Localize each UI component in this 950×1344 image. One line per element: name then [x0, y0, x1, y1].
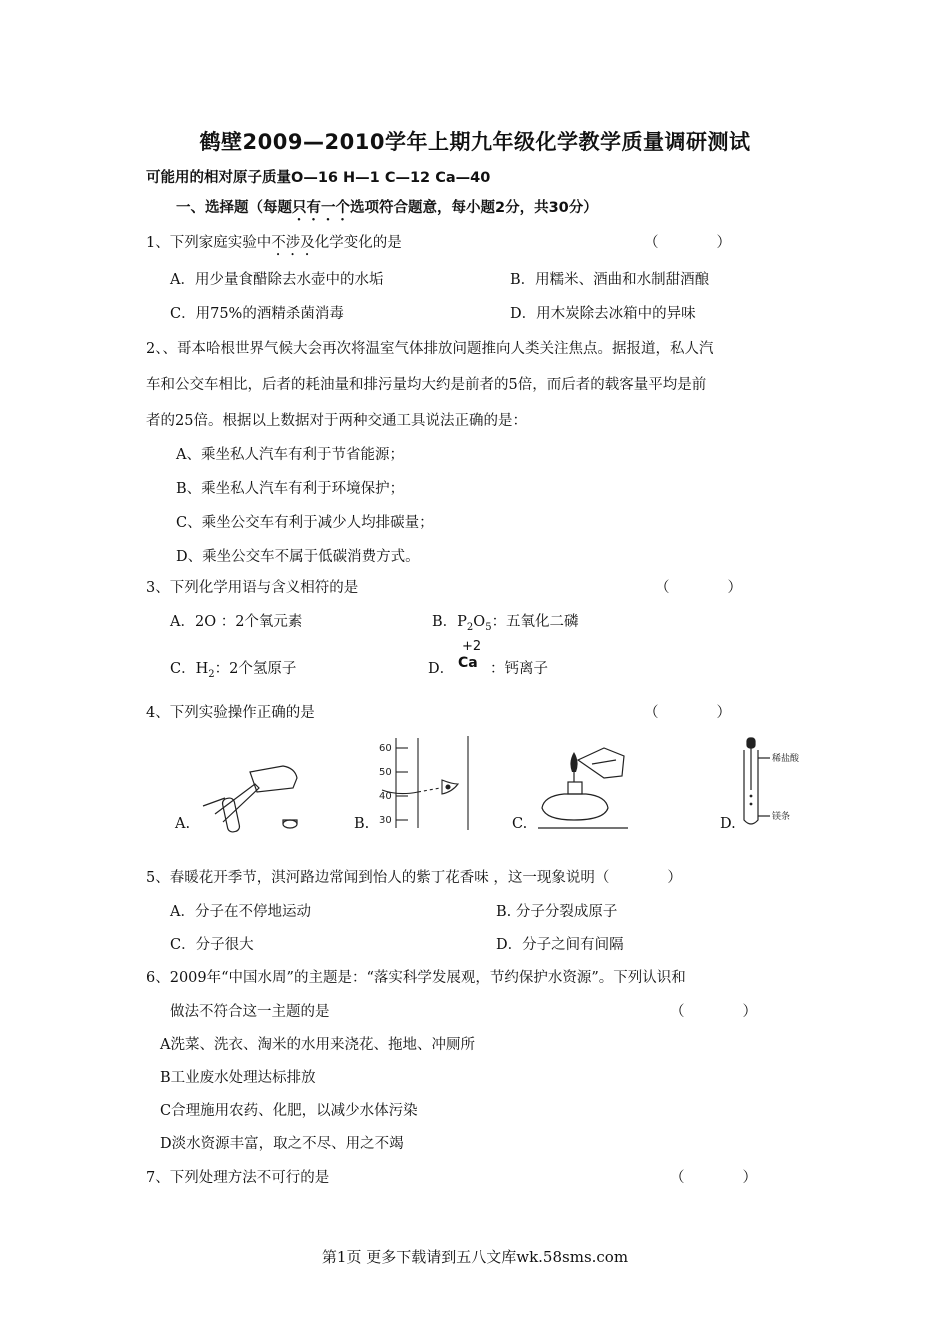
q2-option-c: C、乘坐公交车有利于减少人均排碳量；: [176, 515, 434, 531]
section-1-heading: 一、选择题（每题只有一个选项符合题意，每小题2分，共30分）: [176, 200, 598, 216]
magnesium-strip-label: 镁条: [772, 812, 791, 822]
q6-option-b: B工业废水处理达标排放: [160, 1070, 316, 1086]
q1-stem: 1、下列家庭实验中不涉及化学变化的是: [146, 235, 402, 251]
q3-charge-superscript: +2: [462, 639, 482, 654]
q1-option-a: A．用少量食醋除去水壶中的水垢: [170, 272, 384, 288]
q4-option-b-label: B.: [354, 816, 370, 832]
q1-answer-blank: （ ）: [644, 235, 731, 251]
pouring-liquid-image: [195, 762, 305, 834]
q5-option-d: D．分子之间有间隔: [496, 937, 624, 953]
q4-option-c-label: C.: [512, 816, 528, 832]
q3-option-d-text: ：钙离子: [490, 661, 548, 677]
q6-answer-blank: （ ）: [670, 1004, 757, 1020]
q6-option-d: D淡水资源丰富，取之不尽、用之不竭: [160, 1136, 404, 1152]
q5-option-a: A．分子在不停地运动: [170, 904, 311, 920]
q7-answer-blank: （ ）: [670, 1170, 757, 1186]
alcohol-lamp-image: [534, 742, 632, 832]
q2-stem-line3: 者的25倍。根据以上数据对于两种交通工具说法正确的是：: [146, 413, 527, 429]
cylinder-tick-40: 40: [379, 791, 392, 802]
page-title: 鹤壁2009—2010学年上期九年级化学教学质量调研测试: [199, 130, 751, 154]
q6-option-c: C合理施用农药、化肥，以减少水体污染: [160, 1103, 418, 1119]
q6-stem-line1: 6、2009年“中国水周”的主题是：“落实科学发展观，节约保护水资源”。下列认识和: [146, 970, 686, 986]
q1-option-b: B．用糯米、酒曲和水制甜酒酿: [510, 272, 710, 288]
test-tube-image: [734, 730, 814, 832]
cylinder-tick-60: 60: [379, 743, 392, 754]
q4-stem: 4、下列实验操作正确的是: [146, 705, 315, 721]
q5-option-b: B. 分子分裂成原子: [496, 904, 618, 920]
q3-option-c: C．$H_2$：2个氢原子: [170, 661, 297, 680]
q1-option-c: C．用75%的酒精杀菌消毒: [170, 306, 344, 322]
q4-option-d-label: D.: [720, 816, 736, 832]
q3-answer-blank: （ ）: [655, 580, 742, 596]
q3-option-d-label: D．: [428, 661, 455, 677]
cylinder-tick-50: 50: [379, 767, 392, 778]
page-footer: 第1页 更多下载请到五八文库wk.58sms.com: [321, 1248, 629, 1266]
q6-option-a: A洗菜、洗衣、淘米的水用来浇花、拖地、冲厕所: [160, 1037, 475, 1053]
q4-answer-blank: （ ）: [644, 705, 731, 721]
q3-calcium-symbol: Ca: [458, 655, 478, 671]
q3-stem: 3、下列化学用语与含义相符的是: [146, 580, 359, 596]
q2-option-d: D、乘坐公交车不属于低碳消费方式。: [176, 549, 420, 565]
graduated-cylinder-image: [368, 736, 473, 832]
q4-option-a-label: A.: [175, 816, 191, 832]
atomic-mass-line: 可能用的相对原子质量O—16 H—1 C—12 Ca—40: [146, 170, 491, 186]
q2-option-a: A、乘坐私人汽车有利于节省能源；: [176, 447, 404, 463]
q3-option-a: A．2O ：2个氧元素: [170, 614, 303, 630]
q1-option-d: D．用木炭除去冰箱中的异味: [510, 306, 696, 322]
q3-option-b: B．$P_2O_5$：五氧化二磷: [432, 614, 579, 633]
hydrochloric-acid-label: 稀盐酸: [772, 754, 800, 764]
q5-option-c: C．分子很大: [170, 937, 254, 953]
q2-stem-line2: 车和公交车相比，后者的耗油量和排污量均大约是前者的5倍，而后者的载客量平均是前: [146, 377, 707, 393]
cylinder-tick-30: 30: [379, 815, 392, 826]
q2-option-b: B、乘坐私人汽车有利于环境保护；: [176, 481, 405, 497]
q2-stem-line1: 2、、哥本哈根世界气候大会再次将温室气体排放问题推向人类关注焦点。据报道，私人汽: [146, 341, 714, 357]
q6-stem-line2: 做法不符合这一主题的是: [170, 1004, 330, 1020]
q7-stem: 7、下列处理方法不可行的是: [146, 1170, 330, 1186]
q5-stem: 5、春暖花开季节，淇河路边常闻到怡人的紫丁花香味 ，这一现象说明（ ）: [146, 870, 682, 886]
